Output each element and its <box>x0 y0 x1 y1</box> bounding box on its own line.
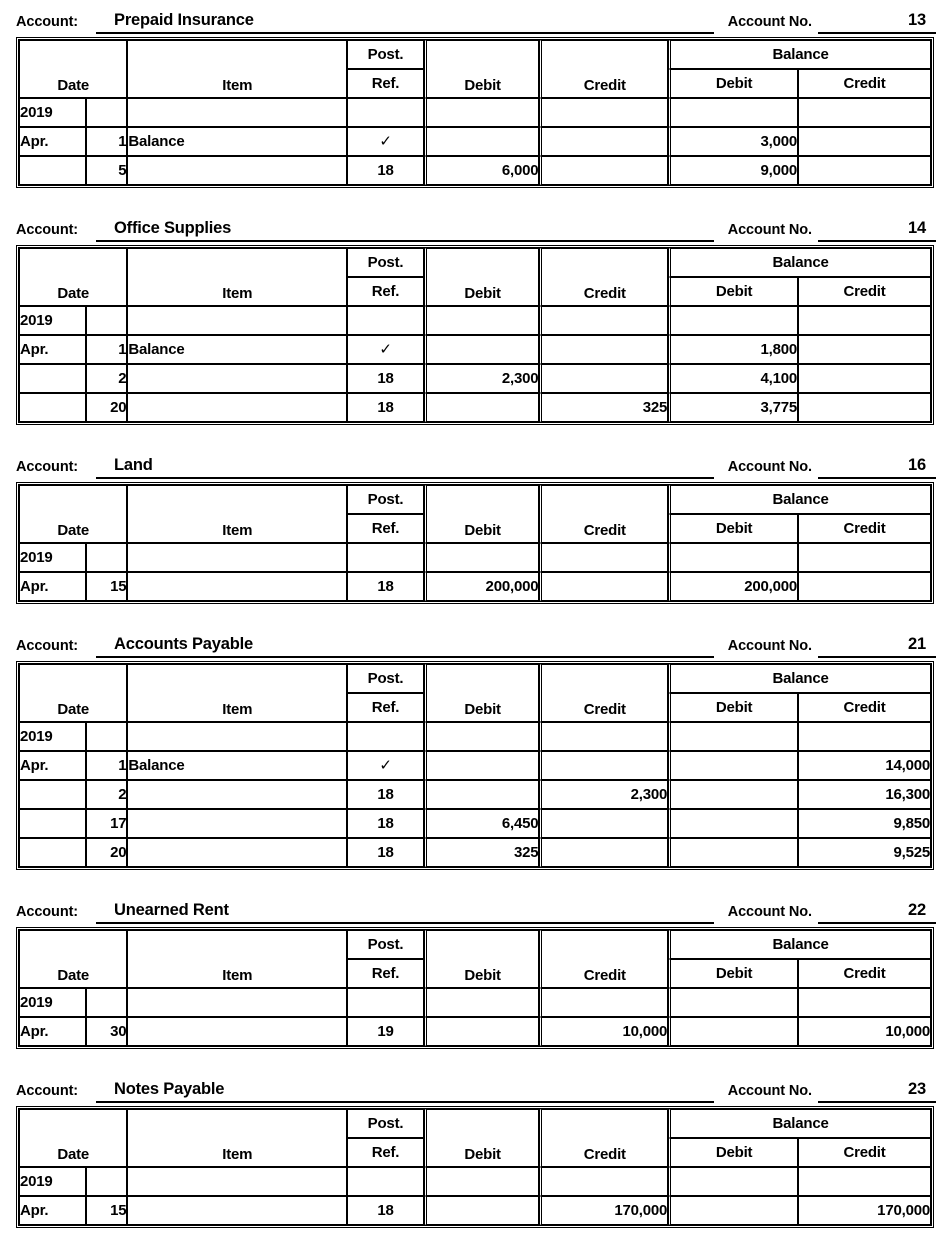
account-label: Account: <box>16 1083 79 1099</box>
cell-date-month: 2019 <box>19 543 86 572</box>
cell-balance-credit: 16,300 <box>798 780 931 809</box>
cell-balance-debit <box>668 1017 798 1046</box>
account-no-field <box>818 635 936 658</box>
account-name: Notes Payable <box>114 1080 225 1098</box>
header-row-top <box>19 930 931 959</box>
table-row <box>19 127 931 156</box>
cell-date-month: Apr. <box>19 1196 86 1225</box>
cell-balance-credit <box>798 1167 931 1196</box>
cell-debit <box>424 393 540 422</box>
account-label: Account: <box>16 459 79 475</box>
column-header-balance: Balance <box>668 248 931 277</box>
column-header-debit: Debit <box>424 248 540 306</box>
cell-credit <box>539 1167 668 1196</box>
cell-balance-credit <box>798 393 931 422</box>
account-no-field <box>818 901 936 924</box>
cell-item <box>127 809 347 838</box>
cell-debit <box>424 543 540 572</box>
check-mark-glyph: ✓ <box>379 757 392 774</box>
account-header <box>0 1069 944 1103</box>
column-header-debit: Debit <box>424 40 540 98</box>
cell-credit <box>539 127 668 156</box>
table-row <box>19 1167 931 1196</box>
cell-debit <box>424 751 540 780</box>
cell-date-day <box>86 543 127 572</box>
column-header-post: Post. <box>347 930 424 959</box>
column-header-post: Post. <box>347 248 424 277</box>
table-row <box>19 780 931 809</box>
cell-item <box>127 1196 347 1225</box>
ledger-table <box>16 927 934 1049</box>
column-header-debit: Debit <box>424 664 540 722</box>
cell-debit: 325 <box>424 838 540 867</box>
cell-item: Balance <box>127 751 347 780</box>
cell-date-month <box>19 364 86 393</box>
account-no-label: Account No. <box>727 14 812 30</box>
cell-balance-credit <box>798 127 931 156</box>
table-row <box>19 335 931 364</box>
account-header <box>0 624 944 658</box>
column-header-date: Date <box>19 40 127 98</box>
cell-credit <box>539 988 668 1017</box>
cell-post-ref: 18 <box>347 809 424 838</box>
ledger-table <box>16 661 934 870</box>
cell-date-day: 20 <box>86 393 127 422</box>
header-row-top <box>19 1109 931 1138</box>
table-row <box>19 543 931 572</box>
cell-balance-credit <box>798 988 931 1017</box>
cell-post-ref: 18 <box>347 1196 424 1225</box>
account-no: 23 <box>908 1080 926 1098</box>
cell-balance-debit: 4,100 <box>668 364 798 393</box>
check-mark-icon <box>347 751 424 780</box>
cell-balance-debit <box>668 988 798 1017</box>
ledger-table <box>16 482 934 604</box>
account-name: Office Supplies <box>114 219 232 237</box>
account-label: Account: <box>16 222 79 238</box>
cell-date-month <box>19 393 86 422</box>
check-mark-icon <box>347 127 424 156</box>
account-no: 21 <box>908 635 926 653</box>
cell-date-day: 1 <box>86 127 127 156</box>
cell-credit: 10,000 <box>539 1017 668 1046</box>
ledger-table-body <box>19 98 931 185</box>
column-header-ref: Ref. <box>347 1138 424 1167</box>
ledger-spacer <box>0 870 944 890</box>
ledger-table-head <box>19 485 931 543</box>
account-name-field <box>96 635 714 658</box>
cell-credit: 2,300 <box>539 780 668 809</box>
cell-date-month: 2019 <box>19 98 86 127</box>
cell-balance-debit <box>668 809 798 838</box>
account-no-field <box>818 456 936 479</box>
ledger-table-wrapper <box>0 245 944 425</box>
cell-date-month: Apr. <box>19 572 86 601</box>
cell-post-ref: 18 <box>347 572 424 601</box>
ledger-table-wrapper <box>0 661 944 870</box>
cell-post-ref <box>347 98 424 127</box>
cell-date-month: Apr. <box>19 751 86 780</box>
check-mark-icon <box>347 335 424 364</box>
table-row <box>19 156 931 185</box>
cell-date-month: Apr. <box>19 335 86 364</box>
cell-balance-debit <box>668 838 798 867</box>
cell-balance-debit <box>668 543 798 572</box>
ledger-table-wrapper <box>0 37 944 188</box>
cell-debit <box>424 98 540 127</box>
cell-credit <box>539 364 668 393</box>
column-header-item: Item <box>127 930 347 988</box>
cell-credit <box>539 809 668 838</box>
ledger-spacer <box>0 425 944 445</box>
account-name-field <box>96 11 714 34</box>
ledger-table-body <box>19 722 931 867</box>
cell-debit: 2,300 <box>424 364 540 393</box>
cell-item <box>127 572 347 601</box>
cell-post-ref <box>347 543 424 572</box>
ledger-spacer <box>0 604 944 624</box>
cell-post-ref <box>347 1167 424 1196</box>
ledger-table-head <box>19 1109 931 1167</box>
column-header-credit: Credit <box>539 248 668 306</box>
column-header-balance-credit: Credit <box>798 959 931 988</box>
cell-credit <box>539 335 668 364</box>
cell-date-day: 17 <box>86 809 127 838</box>
cell-balance-debit <box>668 1167 798 1196</box>
cell-debit <box>424 722 540 751</box>
account-no-label: Account No. <box>727 1083 812 1099</box>
column-header-date: Date <box>19 1109 127 1167</box>
header-row-top <box>19 485 931 514</box>
column-header-date: Date <box>19 664 127 722</box>
cell-credit <box>539 156 668 185</box>
ledger-table-head <box>19 248 931 306</box>
cell-balance-debit: 1,800 <box>668 335 798 364</box>
account-header <box>0 0 944 34</box>
column-header-item: Item <box>127 485 347 543</box>
cell-date-day: 5 <box>86 156 127 185</box>
cell-balance-credit <box>798 543 931 572</box>
cell-debit <box>424 335 540 364</box>
table-row <box>19 722 931 751</box>
cell-item <box>127 838 347 867</box>
cell-item <box>127 393 347 422</box>
column-header-credit: Credit <box>539 930 668 988</box>
cell-balance-debit <box>668 751 798 780</box>
ledger-table <box>16 1106 934 1228</box>
ledger-table-wrapper <box>0 482 944 604</box>
account-header <box>0 445 944 479</box>
ledger-table-head <box>19 930 931 988</box>
cell-date-month <box>19 838 86 867</box>
cell-date-month <box>19 809 86 838</box>
account-name-field <box>96 456 714 479</box>
column-header-balance-debit: Debit <box>668 277 798 306</box>
cell-post-ref: 18 <box>347 780 424 809</box>
column-header-credit: Credit <box>539 664 668 722</box>
account-no-label: Account No. <box>727 222 812 238</box>
cell-date-day: 30 <box>86 1017 127 1046</box>
cell-date-day: 15 <box>86 572 127 601</box>
cell-debit <box>424 1196 540 1225</box>
account-name-field <box>96 219 714 242</box>
check-mark-glyph: ✓ <box>379 341 392 358</box>
cell-balance-credit <box>798 306 931 335</box>
account-no-field <box>818 11 936 34</box>
cell-post-ref: 18 <box>347 364 424 393</box>
cell-post-ref <box>347 988 424 1017</box>
account-name: Unearned Rent <box>114 901 229 919</box>
cell-date-day <box>86 306 127 335</box>
cell-date-day <box>86 98 127 127</box>
cell-date-month: 2019 <box>19 1167 86 1196</box>
column-header-post: Post. <box>347 485 424 514</box>
column-header-balance-credit: Credit <box>798 514 931 543</box>
account-name: Land <box>114 456 153 474</box>
column-header-balance: Balance <box>668 930 931 959</box>
cell-balance-credit: 170,000 <box>798 1196 931 1225</box>
cell-balance-credit: 9,850 <box>798 809 931 838</box>
cell-item <box>127 156 347 185</box>
cell-item: Balance <box>127 127 347 156</box>
cell-debit: 6,000 <box>424 156 540 185</box>
cell-date-day: 2 <box>86 364 127 393</box>
cell-debit: 6,450 <box>424 809 540 838</box>
header-row-top <box>19 248 931 277</box>
column-header-balance-debit: Debit <box>668 1138 798 1167</box>
account-no-field <box>818 219 936 242</box>
account-label: Account: <box>16 14 79 30</box>
column-header-date: Date <box>19 248 127 306</box>
account-name: Accounts Payable <box>114 635 253 653</box>
cell-post-ref: 18 <box>347 156 424 185</box>
account-label: Account: <box>16 904 79 920</box>
column-header-post: Post. <box>347 40 424 69</box>
ledger-table <box>16 37 934 188</box>
column-header-item: Item <box>127 1109 347 1167</box>
cell-item <box>127 988 347 1017</box>
cell-date-month: Apr. <box>19 127 86 156</box>
cell-item <box>127 780 347 809</box>
account-no-field <box>818 1080 936 1103</box>
cell-date-month <box>19 780 86 809</box>
cell-balance-debit <box>668 1196 798 1225</box>
cell-debit <box>424 1167 540 1196</box>
cell-credit <box>539 543 668 572</box>
account-no: 22 <box>908 901 926 919</box>
column-header-ref: Ref. <box>347 693 424 722</box>
cell-post-ref <box>347 722 424 751</box>
cell-balance-debit: 9,000 <box>668 156 798 185</box>
header-row-top <box>19 664 931 693</box>
cell-balance-credit <box>798 98 931 127</box>
column-header-item: Item <box>127 40 347 98</box>
account-no: 14 <box>908 219 926 237</box>
cell-date-month <box>19 156 86 185</box>
table-row <box>19 809 931 838</box>
cell-balance-debit: 3,000 <box>668 127 798 156</box>
table-row <box>19 838 931 867</box>
cell-balance-credit <box>798 722 931 751</box>
column-header-balance: Balance <box>668 40 931 69</box>
cell-balance-credit <box>798 335 931 364</box>
cell-balance-debit <box>668 98 798 127</box>
cell-balance-credit: 14,000 <box>798 751 931 780</box>
cell-item <box>127 1167 347 1196</box>
account-name: Prepaid Insurance <box>114 11 254 29</box>
check-mark-glyph: ✓ <box>379 133 392 150</box>
cell-balance-debit: 3,775 <box>668 393 798 422</box>
table-row <box>19 751 931 780</box>
column-header-item: Item <box>127 248 347 306</box>
cell-credit <box>539 838 668 867</box>
column-header-ref: Ref. <box>347 514 424 543</box>
account-label: Account: <box>16 638 79 654</box>
cell-debit <box>424 306 540 335</box>
cell-credit: 325 <box>539 393 668 422</box>
cell-date-day <box>86 722 127 751</box>
cell-date-month: 2019 <box>19 306 86 335</box>
column-header-balance-credit: Credit <box>798 277 931 306</box>
account-header <box>0 208 944 242</box>
cell-date-month: 2019 <box>19 988 86 1017</box>
column-header-debit: Debit <box>424 930 540 988</box>
cell-debit <box>424 780 540 809</box>
cell-item <box>127 364 347 393</box>
column-header-balance-debit: Debit <box>668 69 798 98</box>
account-name-field <box>96 1080 714 1103</box>
cell-item <box>127 543 347 572</box>
cell-debit <box>424 1017 540 1046</box>
column-header-balance: Balance <box>668 1109 931 1138</box>
ledger-table <box>16 245 934 425</box>
column-header-balance-debit: Debit <box>668 693 798 722</box>
cell-post-ref <box>347 306 424 335</box>
cell-balance-debit <box>668 722 798 751</box>
account-no-label: Account No. <box>727 638 812 654</box>
cell-item <box>127 98 347 127</box>
cell-post-ref: 18 <box>347 393 424 422</box>
cell-credit <box>539 98 668 127</box>
table-row <box>19 988 931 1017</box>
ledger-table-body <box>19 988 931 1046</box>
table-row <box>19 98 931 127</box>
column-header-balance-credit: Credit <box>798 1138 931 1167</box>
account-no-label: Account No. <box>727 459 812 475</box>
cell-credit <box>539 722 668 751</box>
cell-balance-credit <box>798 572 931 601</box>
table-row <box>19 364 931 393</box>
cell-date-day <box>86 988 127 1017</box>
column-header-balance: Balance <box>668 485 931 514</box>
cell-balance-credit <box>798 364 931 393</box>
cell-date-month: 2019 <box>19 722 86 751</box>
cell-debit <box>424 127 540 156</box>
cell-item <box>127 1017 347 1046</box>
ledger-table-wrapper <box>0 927 944 1049</box>
cell-date-day <box>86 1167 127 1196</box>
cell-date-day: 1 <box>86 335 127 364</box>
cell-balance-credit: 9,525 <box>798 838 931 867</box>
cell-item <box>127 306 347 335</box>
table-row <box>19 572 931 601</box>
column-header-balance-credit: Credit <box>798 693 931 722</box>
column-header-ref: Ref. <box>347 959 424 988</box>
cell-balance-debit <box>668 306 798 335</box>
column-header-item: Item <box>127 664 347 722</box>
account-no: 13 <box>908 11 926 29</box>
column-header-balance-debit: Debit <box>668 959 798 988</box>
cell-credit <box>539 751 668 780</box>
cell-balance-debit <box>668 780 798 809</box>
header-row-top <box>19 40 931 69</box>
cell-credit <box>539 572 668 601</box>
ledger-table-body <box>19 543 931 601</box>
cell-debit: 200,000 <box>424 572 540 601</box>
cell-credit <box>539 306 668 335</box>
ledger-table-head <box>19 40 931 98</box>
column-header-balance-debit: Debit <box>668 514 798 543</box>
column-header-post: Post. <box>347 664 424 693</box>
account-name-field <box>96 901 714 924</box>
table-row <box>19 1017 931 1046</box>
column-header-credit: Credit <box>539 1109 668 1167</box>
column-header-credit: Credit <box>539 485 668 543</box>
cell-credit: 170,000 <box>539 1196 668 1225</box>
cell-date-day: 1 <box>86 751 127 780</box>
table-row <box>19 393 931 422</box>
cell-date-day: 20 <box>86 838 127 867</box>
column-header-ref: Ref. <box>347 277 424 306</box>
cell-balance-debit: 200,000 <box>668 572 798 601</box>
cell-debit <box>424 988 540 1017</box>
cell-date-month: Apr. <box>19 1017 86 1046</box>
column-header-balance: Balance <box>668 664 931 693</box>
ledger-table-body <box>19 1167 931 1225</box>
column-header-balance-credit: Credit <box>798 69 931 98</box>
ledger-spacer <box>0 1049 944 1069</box>
column-header-debit: Debit <box>424 1109 540 1167</box>
ledger-table-body <box>19 306 931 422</box>
cell-date-day: 2 <box>86 780 127 809</box>
account-no: 16 <box>908 456 926 474</box>
column-header-debit: Debit <box>424 485 540 543</box>
column-header-ref: Ref. <box>347 69 424 98</box>
cell-balance-credit <box>798 156 931 185</box>
ledger-spacer <box>0 188 944 208</box>
column-header-credit: Credit <box>539 40 668 98</box>
cell-item: Balance <box>127 335 347 364</box>
table-row <box>19 1196 931 1225</box>
cell-item <box>127 722 347 751</box>
ledger-table-wrapper <box>0 1106 944 1228</box>
cell-post-ref: 19 <box>347 1017 424 1046</box>
cell-balance-credit: 10,000 <box>798 1017 931 1046</box>
account-header <box>0 890 944 924</box>
column-header-post: Post. <box>347 1109 424 1138</box>
column-header-date: Date <box>19 485 127 543</box>
cell-post-ref: 18 <box>347 838 424 867</box>
table-row <box>19 306 931 335</box>
column-header-date: Date <box>19 930 127 988</box>
account-no-label: Account No. <box>727 904 812 920</box>
ledger-table-head <box>19 664 931 722</box>
cell-date-day: 15 <box>86 1196 127 1225</box>
